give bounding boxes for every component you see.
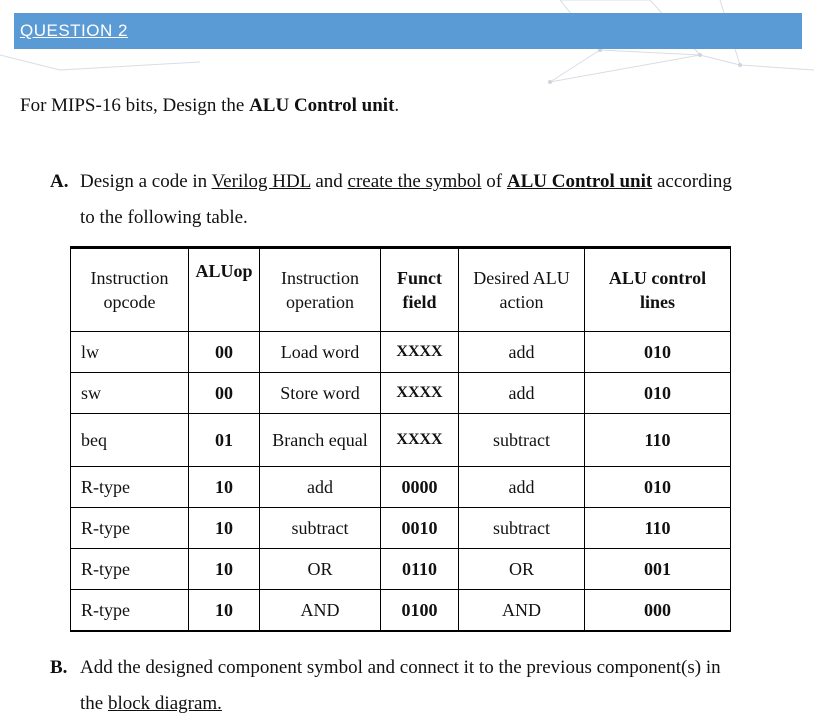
block-diagram-text: block diagram. <box>107 693 222 714</box>
cell-aluop: 10 <box>189 549 260 590</box>
part-a <box>50 164 810 236</box>
header-desired-alu-action: Desired ALU action <box>459 248 585 332</box>
cell-operation: Store word <box>260 373 381 414</box>
cell-funct: XXXX <box>381 373 459 414</box>
cell-opcode: sw <box>71 373 189 414</box>
alu-control-table <box>70 246 731 632</box>
table-row <box>71 508 731 549</box>
cell-operation: subtract <box>260 508 381 549</box>
cell-funct: 0110 <box>381 549 459 590</box>
table-row <box>71 549 731 590</box>
alu-control-unit-text: ALU Control unit <box>506 171 653 192</box>
cell-control-lines: 110 <box>585 508 731 549</box>
cell-opcode: lw <box>71 332 189 373</box>
cell-opcode: beq <box>71 414 189 467</box>
header-instruction-opcode: Instruction opcode <box>71 248 189 332</box>
cell-funct: 0000 <box>381 467 459 508</box>
cell-operation: add <box>260 467 381 508</box>
cell-action: subtract <box>459 414 585 467</box>
question-banner <box>14 13 802 49</box>
intro-text: For MIPS-16 bits, Design the ALU Control unit. <box>20 95 400 116</box>
part-a-line2: to the following table. <box>80 207 248 228</box>
cell-aluop: 00 <box>189 332 260 373</box>
cell-aluop: 00 <box>189 373 260 414</box>
cell-action: OR <box>459 549 585 590</box>
table-header-row <box>71 248 731 332</box>
table-row <box>71 332 731 373</box>
cell-operation: OR <box>260 549 381 590</box>
cell-control-lines: 000 <box>585 590 731 632</box>
cell-action: add <box>459 467 585 508</box>
part-b-line2: the block diagram. <box>80 693 222 714</box>
cell-funct: XXXX <box>381 332 459 373</box>
cell-action: add <box>459 332 585 373</box>
cell-opcode: R-type <box>71 467 189 508</box>
part-b-line1: B. Add the designed component symbol and connect it to the previous component(s) in <box>50 650 810 686</box>
header-instruction-operation: Instruction operation <box>260 248 381 332</box>
table-row <box>71 467 731 508</box>
cell-action: subtract <box>459 508 585 549</box>
part-a-line1: A. Design a code in Verilog HDL and create the symbol of ALU Control unit according <box>50 164 810 200</box>
cell-control-lines: 001 <box>585 549 731 590</box>
table-row <box>71 590 731 632</box>
cell-funct: 0100 <box>381 590 459 632</box>
cell-aluop: 10 <box>189 467 260 508</box>
cell-control-lines: 110 <box>585 414 731 467</box>
cell-action: AND <box>459 590 585 632</box>
header-alu-control-lines: ALU control lines <box>585 248 731 332</box>
cell-operation: Load word <box>260 332 381 373</box>
cell-control-lines: 010 <box>585 373 731 414</box>
part-b-letter: B. <box>50 657 68 678</box>
cell-aluop: 01 <box>189 414 260 467</box>
create-symbol-text: create the symbol <box>347 171 482 192</box>
cell-opcode: R-type <box>71 508 189 549</box>
question-title: QUESTION 2 <box>20 21 128 40</box>
verilog-hdl-text: Verilog HDL <box>211 171 311 192</box>
cell-aluop: 10 <box>189 508 260 549</box>
cell-operation: Branch equal <box>260 414 381 467</box>
cell-funct: XXXX <box>381 414 459 467</box>
cell-funct: 0010 <box>381 508 459 549</box>
header-aluop: ALUop <box>189 248 260 332</box>
cell-opcode: R-type <box>71 549 189 590</box>
part-b <box>50 650 810 722</box>
cell-operation: AND <box>260 590 381 632</box>
cell-control-lines: 010 <box>585 332 731 373</box>
cell-aluop: 10 <box>189 590 260 632</box>
table-row <box>71 414 731 467</box>
table-row <box>71 373 731 414</box>
part-a-letter: A. <box>50 171 69 192</box>
cell-opcode: R-type <box>71 590 189 632</box>
cell-control-lines: 010 <box>585 467 731 508</box>
cell-action: add <box>459 373 585 414</box>
header-funct-field: Funct field <box>381 248 459 332</box>
